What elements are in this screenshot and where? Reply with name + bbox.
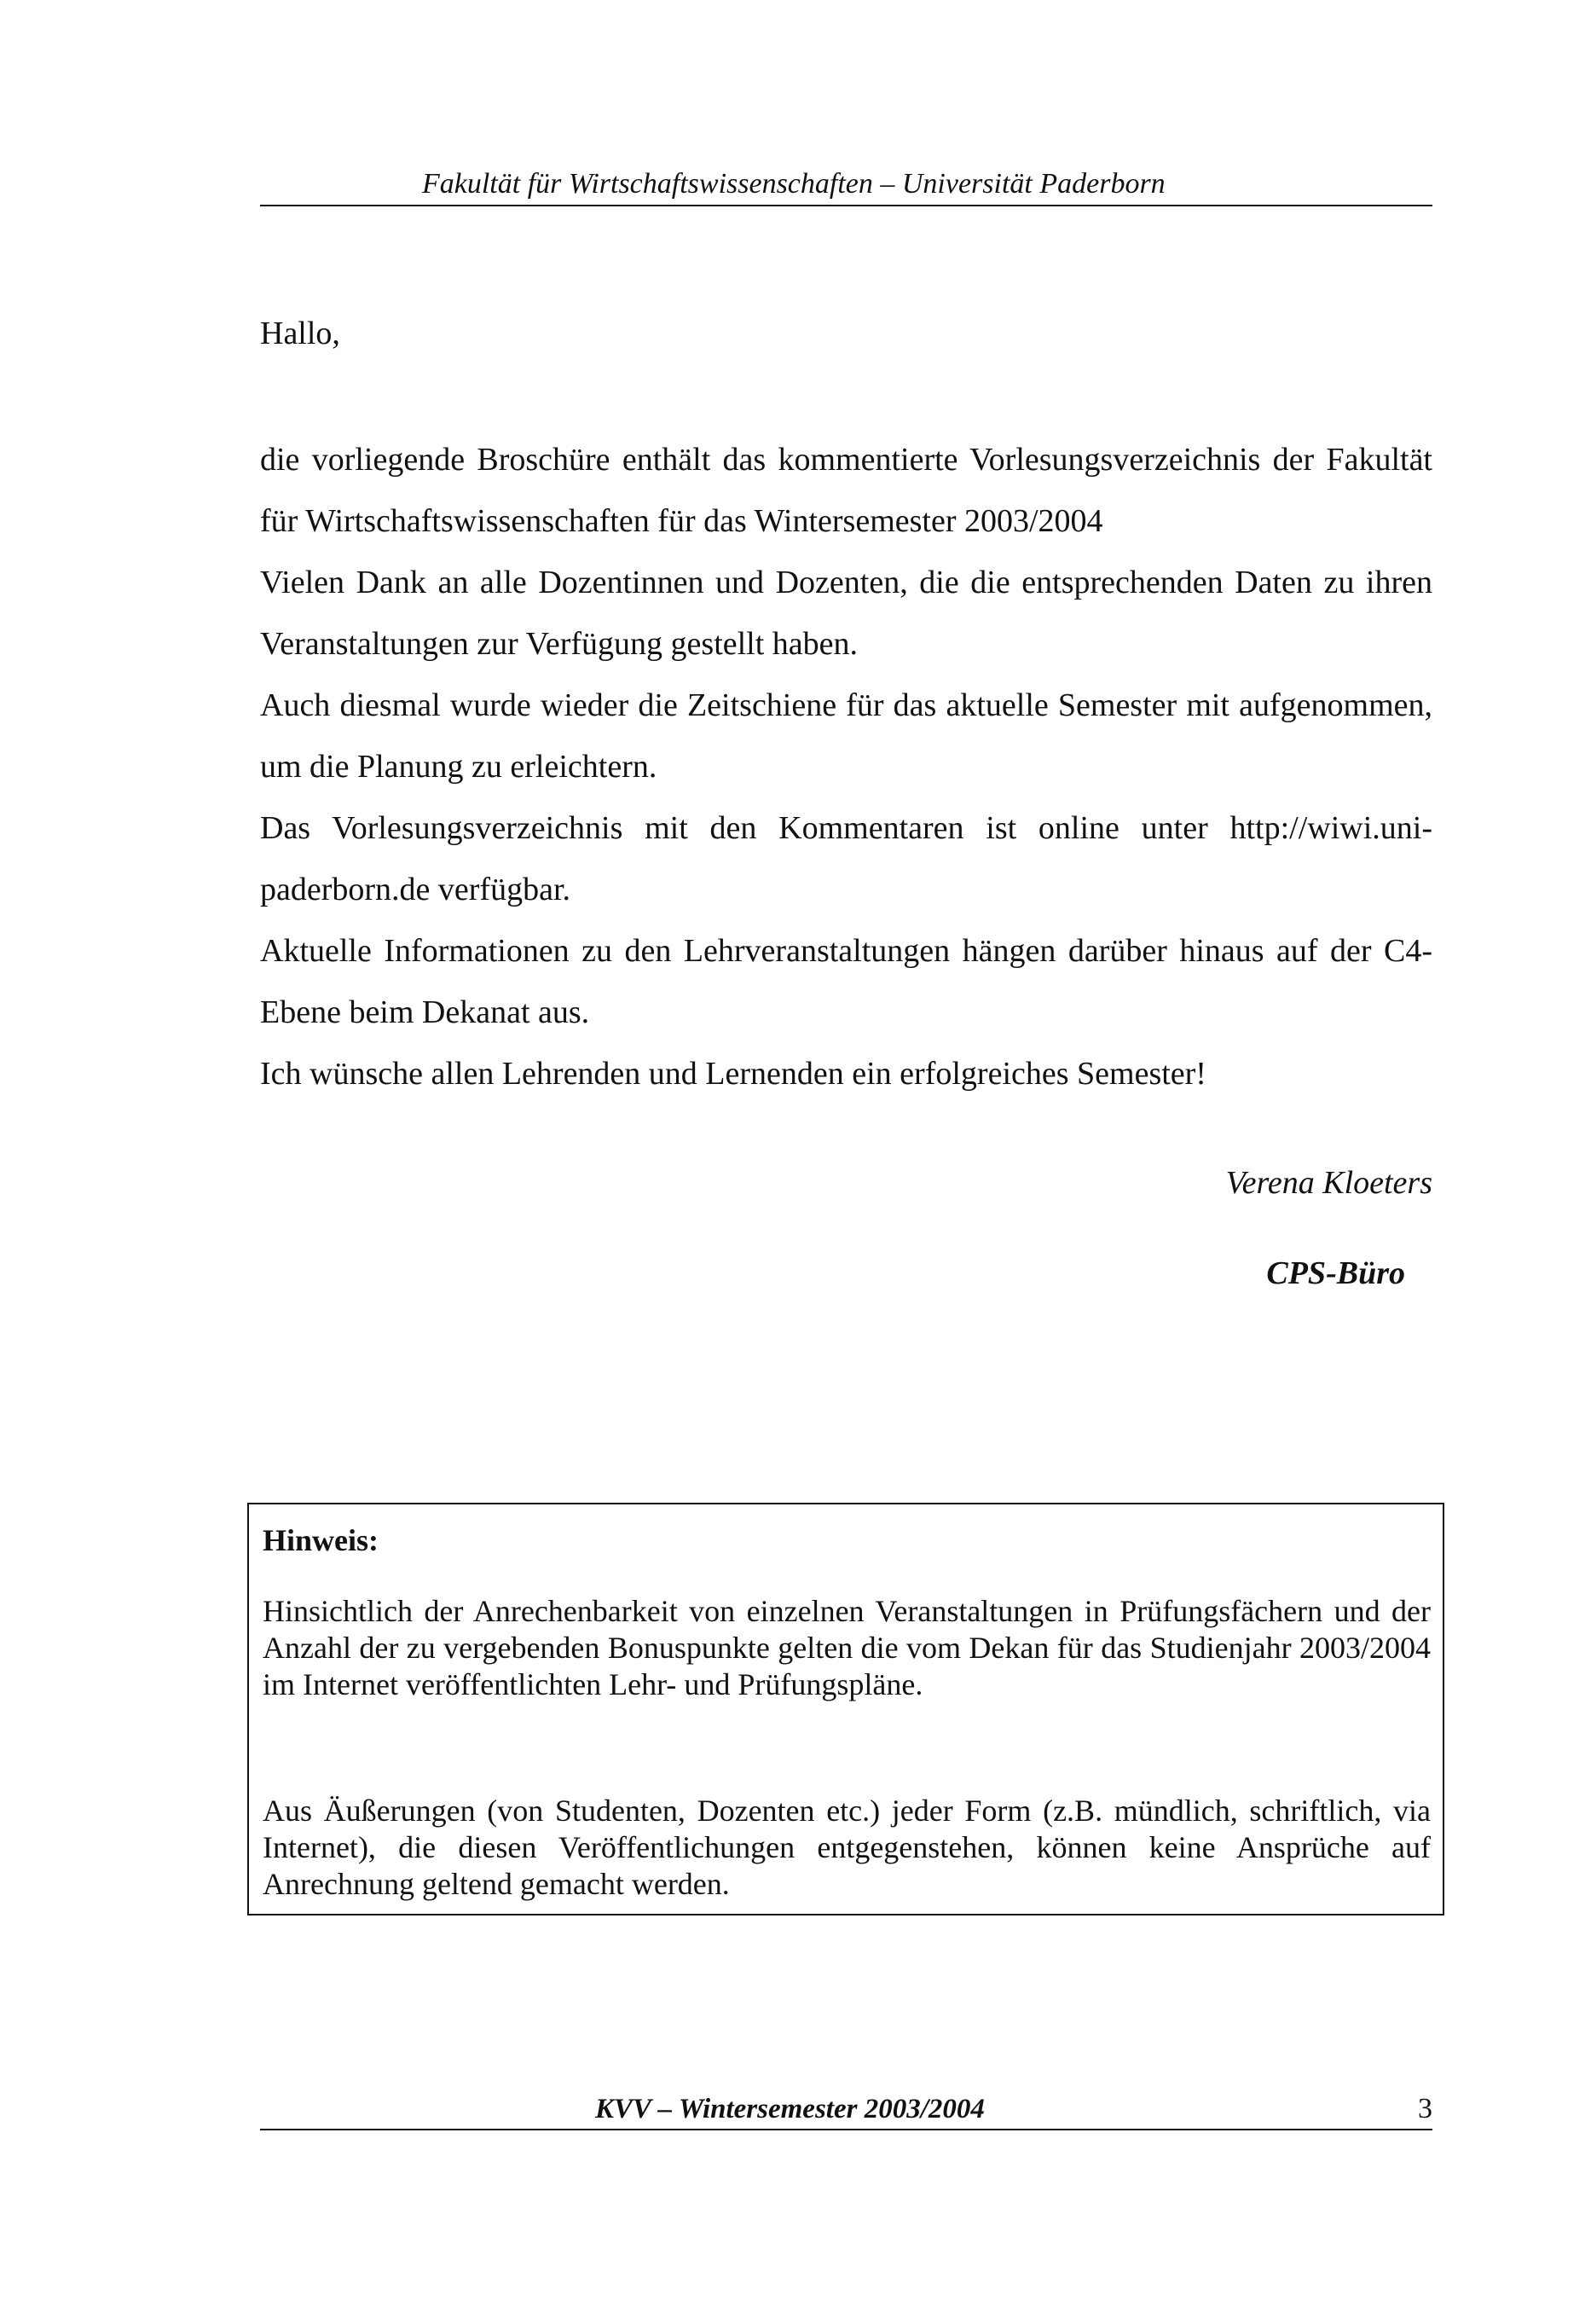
notice-paragraph: Hinsichtlich der Anrechenbarkeit von einzelnen Veranstaltungen in Prüfungsfächern und der Anzahl der zu vergebenden Bonuspunkte gelten die vom Dekan für das Studienjahr 2003/2004 im Internet veröffentlichten Lehr- und Prüfungspläne. <box>263 1594 1431 1701</box>
letter-paragraph: die vorliegende Broschüre enthält das kommentierte Vorlesungsverzeichnis der Fakultät für Wirtschaftswissenschaften für das Wintersemester 2003/2004 <box>260 442 1432 539</box>
signature-office: CPS-Büro <box>1266 1255 1405 1291</box>
page-number: 3 <box>1418 2093 1432 2124</box>
letter-body <box>260 429 1432 1104</box>
letter-paragraph: Aktuelle Informationen zu den Lehrveranstaltungen hängen darüber hinaus auf der C4-Ebene beim Dekanat aus. <box>260 933 1432 1030</box>
letter-paragraph: Das Vorlesungsverzeichnis mit den Kommentaren ist online unter http://wiwi.uni-paderborn.de verfügbar. <box>260 810 1432 907</box>
page-header <box>260 167 1432 206</box>
notice-paragraph: Aus Äußerungen (von Studenten, Dozenten etc.) jeder Form (z.B. mündlich, schriftlich, via Internet), die diesen Veröffentlichungen entgegenstehen, können keine Ansprüche auf Anrechnung geltend gemacht werden. <box>263 1794 1431 1901</box>
letter-paragraph: Vielen Dank an alle Dozentinnen und Dozenten, die die entsprechenden Daten zu ihren Veranstaltungen zur Verfügung gestellt haben. <box>260 565 1432 662</box>
notice-box <box>247 1503 1444 1915</box>
signature-name: Verena Kloeters <box>1225 1165 1432 1201</box>
footer-text: KVV – Wintersemester 2003/2004 <box>595 2094 985 2124</box>
letter-paragraph: Auch diesmal wurde wieder die Zeitschiene für das aktuelle Semester mit aufgenommen, um die Planung zu erleichtern. <box>260 687 1432 785</box>
header-text: Fakultät für Wirtschaftswissenschaften – Universität Paderborn <box>422 168 1166 200</box>
page-footer <box>260 2091 1432 2130</box>
letter-greeting: Hallo, <box>260 316 340 351</box>
notice-title: Hinweis: <box>263 1523 379 1557</box>
letter-paragraph: Ich wünsche allen Lehrenden und Lernenden ein erfolgreiches Semester! <box>260 1056 1206 1092</box>
